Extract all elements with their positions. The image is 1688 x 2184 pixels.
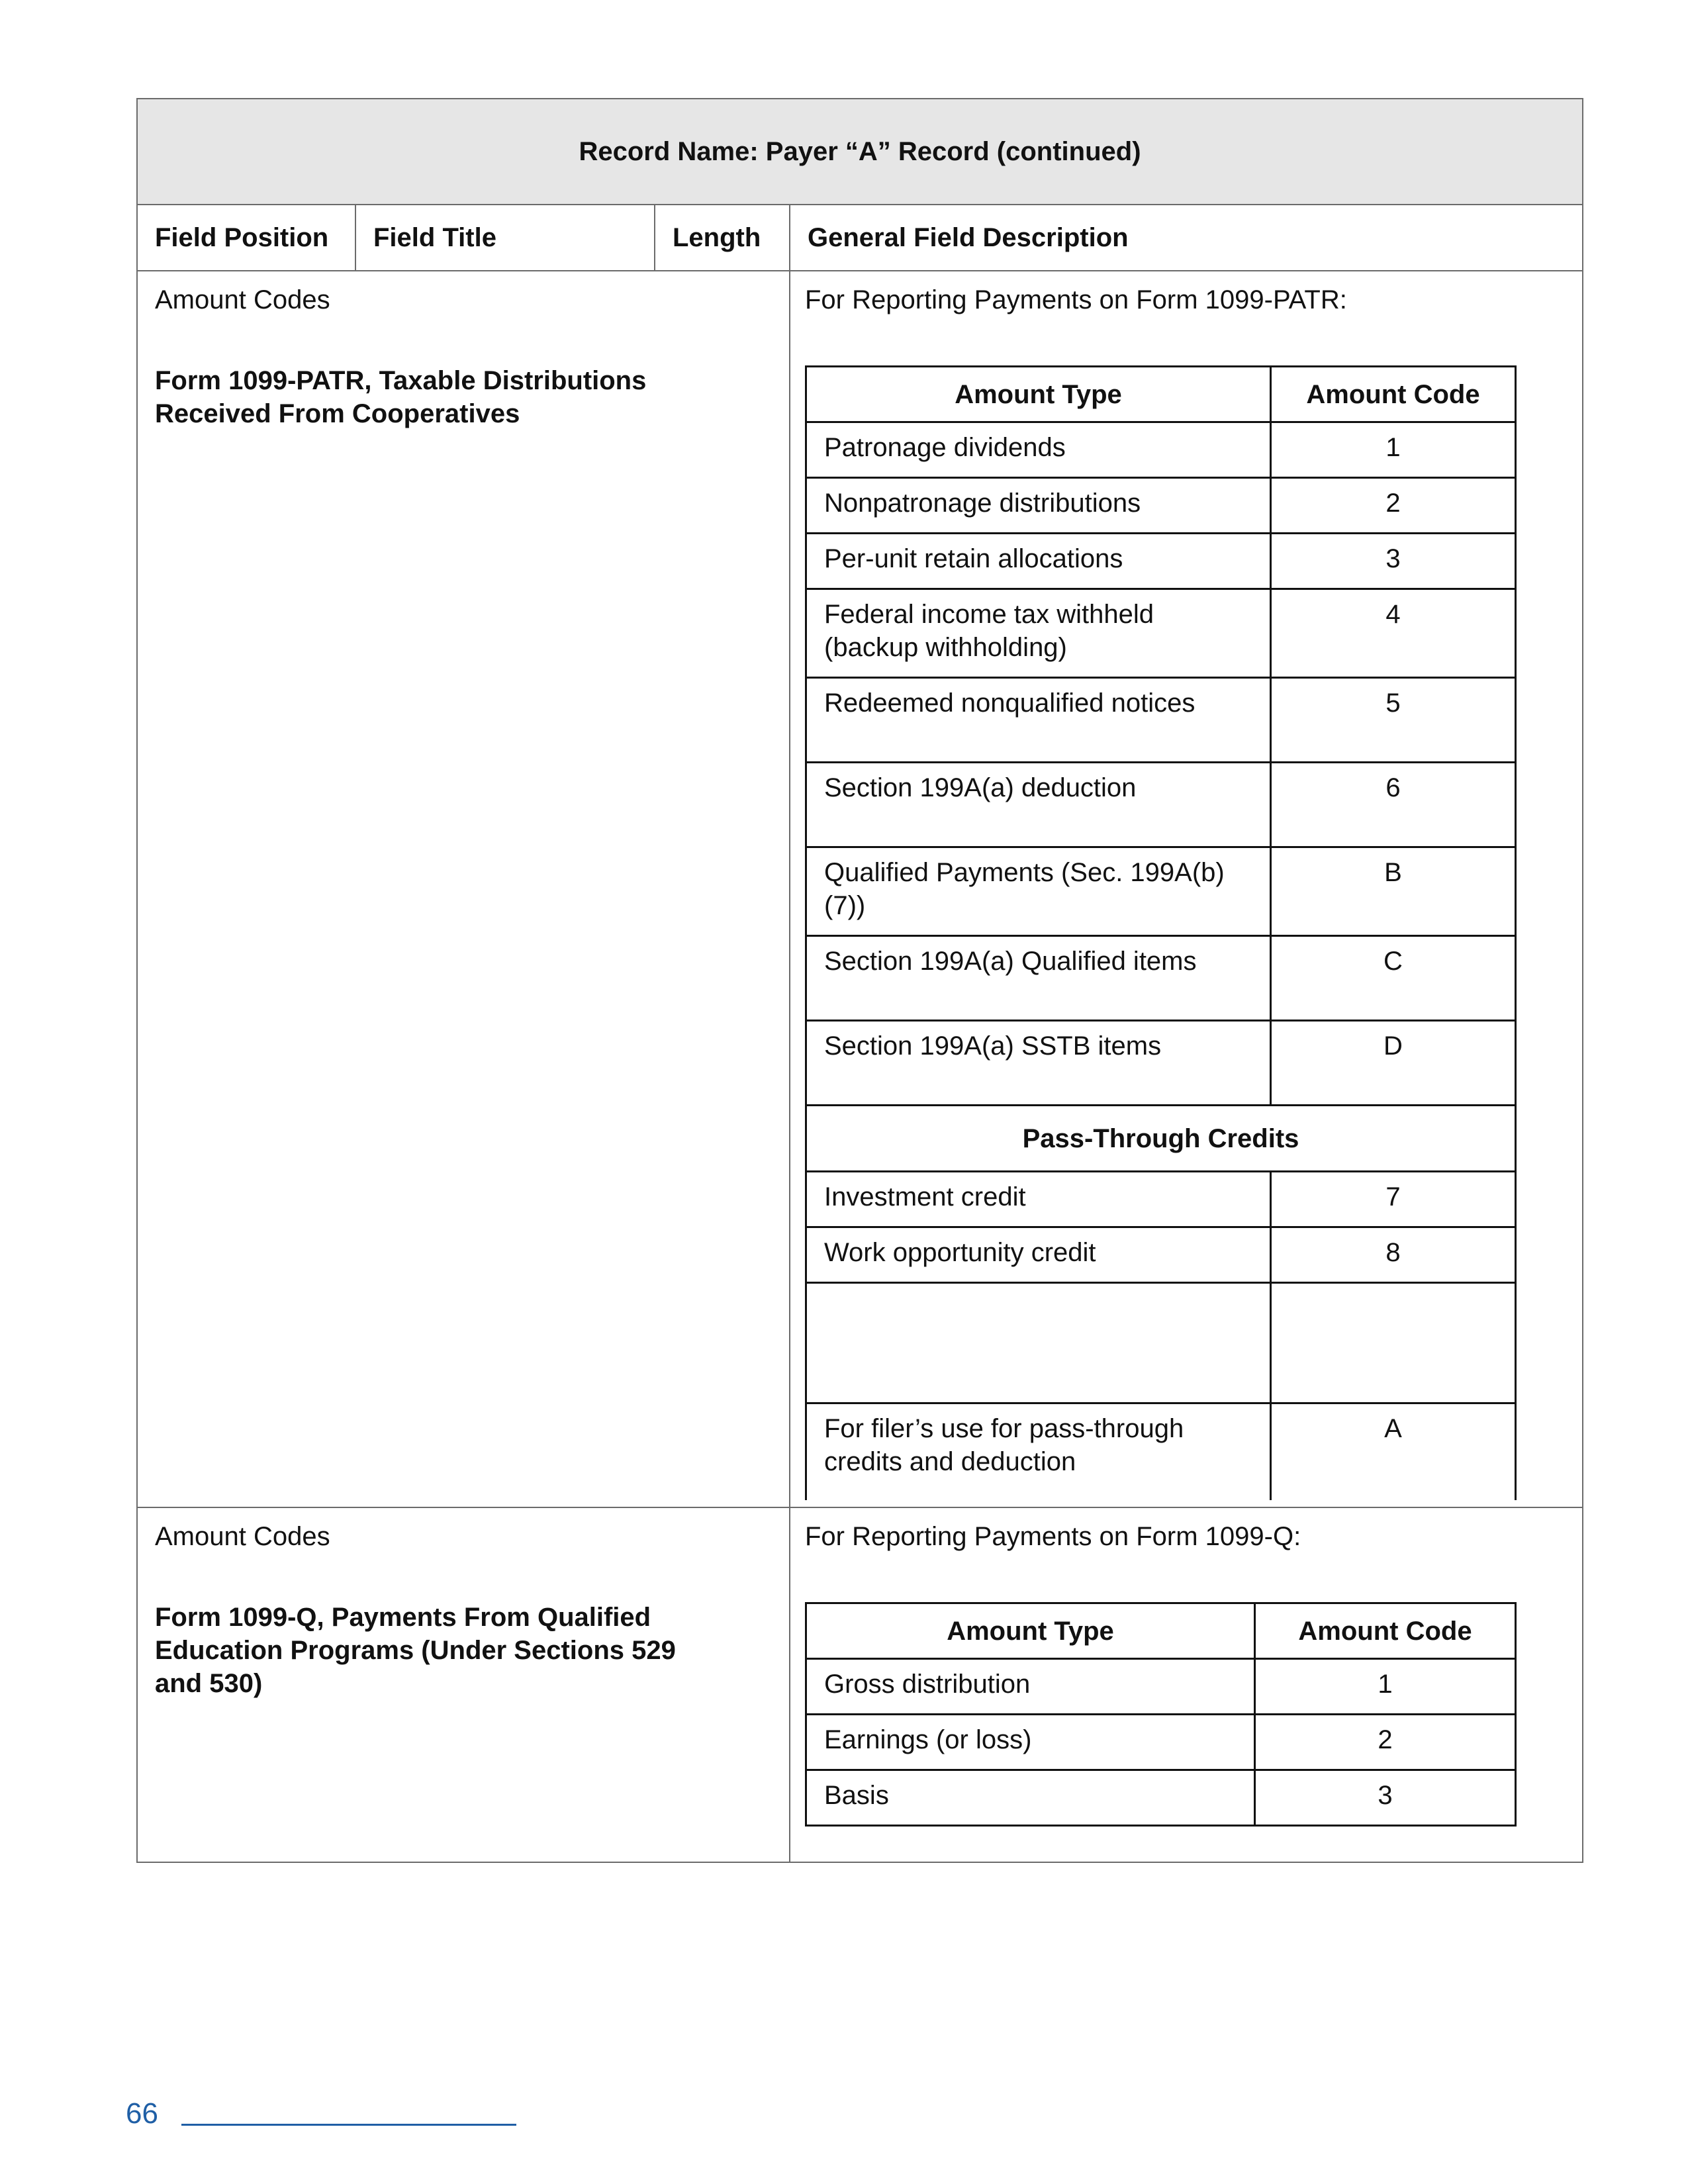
amount-type-cell: Gross distribution (806, 1659, 1255, 1715)
amount-code-cell: 3 (1271, 534, 1516, 589)
amount-code-cell (1271, 1283, 1516, 1403)
amount-code-cell: 7 (1271, 1172, 1516, 1227)
table-row (806, 1227, 1516, 1283)
col-header-general-description: General Field Description (790, 205, 1583, 271)
amount-type-cell: Nonpatronage distributions (806, 478, 1271, 534)
amount-codes-label: Amount Codes (155, 1522, 330, 1551)
table-row (806, 763, 1516, 847)
table-row (806, 1403, 1516, 1500)
form-name-1099-q: Form 1099-Q, Payments From Qualified Education Programs (Under Sections 529 and 530) (155, 1603, 676, 1698)
amount-type-header: Amount Type (806, 1603, 1255, 1659)
amount-code-cell: 4 (1271, 589, 1516, 678)
amount-code-cell: 8 (1271, 1227, 1516, 1283)
record-name-title: Record Name: Payer “A” Record (continued) (137, 99, 1583, 205)
table-row (806, 422, 1516, 478)
amount-code-cell: C (1271, 936, 1516, 1021)
table-row (806, 847, 1516, 936)
amount-code-cell: 2 (1255, 1715, 1516, 1770)
table-row (806, 589, 1516, 678)
payer-a-record-table (136, 98, 1583, 1863)
amount-type-cell: Section 199A(a) Qualified items (806, 936, 1271, 1021)
col-header-length: Length (655, 205, 790, 271)
table-row (806, 478, 1516, 534)
amount-type-cell: Qualified Payments (Sec. 199A(b)(7)) (806, 847, 1271, 936)
section-left-1099-q (137, 1507, 790, 1862)
description-1099-q: For Reporting Payments on Form 1099-Q: (805, 1522, 1301, 1551)
table-row (806, 678, 1516, 763)
amount-code-header: Amount Code (1255, 1603, 1516, 1659)
amount-code-table-1099-patr (805, 365, 1517, 1500)
table-row (806, 534, 1516, 589)
amount-type-cell: Section 199A(a) SSTB items (806, 1021, 1271, 1106)
amount-type-cell (806, 1283, 1271, 1403)
amount-type-cell: Redeemed nonqualified notices (806, 678, 1271, 763)
footer-rule (181, 2124, 516, 2126)
col-header-field-title: Field Title (355, 205, 655, 271)
amount-code-cell: 3 (1255, 1770, 1516, 1826)
table-row (806, 1715, 1516, 1770)
description-1099-patr: For Reporting Payments on Form 1099-PATR: (805, 285, 1347, 314)
amount-code-header: Amount Code (1271, 367, 1516, 422)
section-right-1099-q (790, 1507, 1583, 1862)
amount-type-header: Amount Type (806, 367, 1271, 422)
amount-type-cell: Work opportunity credit (806, 1227, 1271, 1283)
amount-code-cell: A (1271, 1403, 1516, 1500)
amount-code-table-1099-q (805, 1602, 1517, 1827)
amount-code-cell: 6 (1271, 763, 1516, 847)
form-name-1099-patr: Form 1099-PATR, Taxable Distributions Received From Cooperatives (155, 366, 647, 428)
amount-type-cell: Patronage dividends (806, 422, 1271, 478)
table-row (806, 1172, 1516, 1227)
amount-codes-label: Amount Codes (155, 285, 330, 314)
table-row (806, 1021, 1516, 1106)
table-row (806, 1770, 1516, 1826)
amount-type-cell: Basis (806, 1770, 1255, 1826)
section-left-1099-patr (137, 271, 790, 1507)
pass-through-credits-heading: Pass-Through Credits (806, 1106, 1516, 1172)
amount-type-cell: Section 199A(a) deduction (806, 763, 1271, 847)
amount-type-cell: Investment credit (806, 1172, 1271, 1227)
section-row-1099-patr (137, 271, 1583, 1507)
col-header-field-position: Field Position (137, 205, 355, 271)
amount-code-cell: 2 (1271, 478, 1516, 534)
amount-type-cell: Federal income tax withheld (backup withholding) (806, 589, 1271, 678)
amount-code-cell: 5 (1271, 678, 1516, 763)
page-number: 66 (126, 2097, 158, 2130)
amount-type-cell: For filer’s use for pass-through credits and deduction (806, 1403, 1271, 1500)
amount-code-cell: 1 (1255, 1659, 1516, 1715)
table-row-blank (806, 1283, 1516, 1403)
amount-type-cell: Earnings (or loss) (806, 1715, 1255, 1770)
section-right-1099-patr (790, 271, 1583, 1507)
table-row (806, 1659, 1516, 1715)
amount-type-cell: Per-unit retain allocations (806, 534, 1271, 589)
table-row (806, 936, 1516, 1021)
section-row-1099-q (137, 1507, 1583, 1862)
amount-code-cell: 1 (1271, 422, 1516, 478)
amount-code-cell: D (1271, 1021, 1516, 1106)
amount-code-cell: B (1271, 847, 1516, 936)
